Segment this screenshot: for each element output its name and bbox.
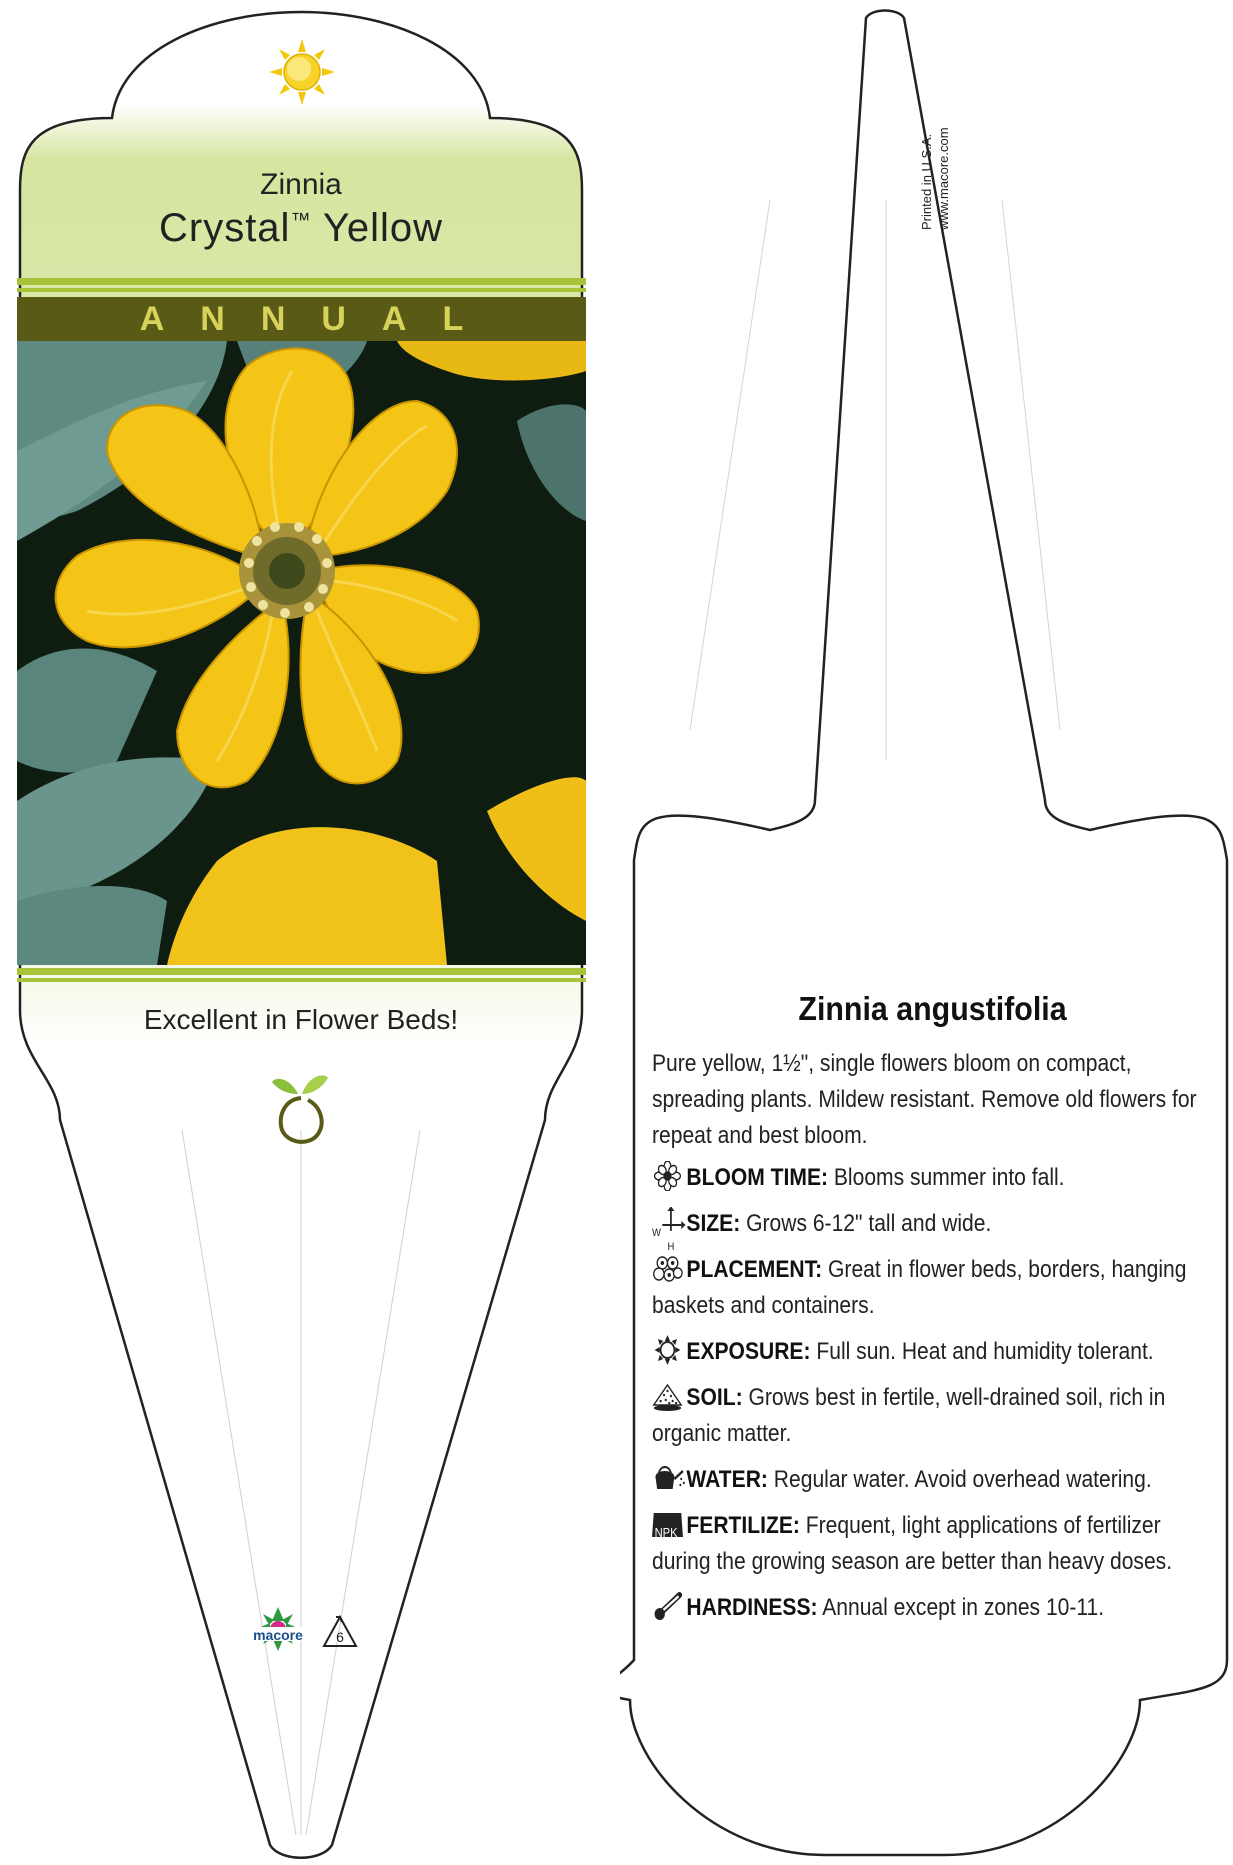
placement-label: PLACEMENT: [686, 1256, 823, 1283]
thermometer-icon [652, 1591, 686, 1621]
variety-name-suffix: Yellow [322, 206, 443, 250]
common-name: Zinnia [260, 168, 342, 201]
care-exposure [652, 1334, 1220, 1370]
variety-name [20, 206, 582, 251]
sun-icon [262, 36, 342, 106]
tagline: Excellent in Flower Beds! [143, 1004, 459, 1035]
printed-in-line1: Printed in U.S.A. [919, 133, 934, 230]
size-label: SIZE: [686, 1210, 741, 1237]
category-label: ANNUAL [139, 299, 500, 338]
top-rule-thin [17, 278, 586, 285]
hardiness-label: HARDINESS: [686, 1594, 818, 1621]
fertilize-text: Frequent, light applications of fertilizer during the growing season are better than heavy doses. [652, 1512, 1173, 1575]
bloom-time-label: BLOOM TIME: [686, 1164, 829, 1191]
hardiness-text: Annual except in zones 10-11. [817, 1594, 1105, 1621]
top-rule-thin-2 [17, 288, 586, 292]
care-hardiness [652, 1590, 1220, 1626]
exposure-label: EXPOSURE: [686, 1338, 811, 1365]
trademark-symbol: ™ [290, 209, 312, 232]
flower-icon [652, 1161, 686, 1191]
bottom-rule-thin [17, 968, 586, 975]
flower-photo-illustration [17, 341, 586, 965]
exposure-text: Full sun. Heat and humidity tolerant. [810, 1338, 1154, 1365]
botanical-name: Zinnia angustifolia [798, 990, 1067, 1027]
care-fertilize [652, 1508, 1220, 1580]
npk-label: NPK [654, 1525, 678, 1540]
recycle-code: 6 [336, 1629, 344, 1645]
water-label: WATER: [686, 1466, 768, 1493]
sun-icon [652, 1335, 686, 1365]
watering-can-icon [652, 1463, 686, 1493]
variety-name-main: Crystal [158, 206, 291, 250]
care-info [652, 1046, 1220, 1636]
water-text: Regular water. Avoid overhead watering. [767, 1466, 1152, 1493]
size-w-letter: W [652, 1227, 661, 1239]
seedling-icon [268, 1068, 334, 1148]
size-h-letter: H [667, 1241, 675, 1253]
care-size [652, 1206, 1220, 1253]
care-bloom-time [652, 1160, 1220, 1196]
brand-name: macore [253, 1627, 303, 1643]
printed-in-note [918, 127, 952, 230]
care-soil [652, 1380, 1220, 1452]
care-water [652, 1462, 1220, 1498]
placement-text: Great in flower beds, borders, hanging baskets and containers. [652, 1256, 1187, 1319]
flower-photo [17, 341, 586, 965]
size-arrows-icon [652, 1207, 686, 1253]
bottom-rule-thin-2 [17, 978, 586, 982]
description: Pure yellow, 1½", single flowers bloom on compact, spreading plants. Mildew resistant. Remove old flowers for repeat and best bloom. [652, 1050, 1197, 1149]
size-text: Grows 6-12" tall and wide. [740, 1210, 992, 1237]
fertilize-label: FERTILIZE: [686, 1512, 800, 1539]
care-placement [652, 1252, 1220, 1324]
soil-pile-icon [652, 1381, 686, 1411]
printed-in-line2: www.macore.com [936, 127, 951, 230]
soil-label: SOIL: [686, 1384, 743, 1411]
soil-text: Grows best in fertile, well-drained soil, rich in organic matter. [652, 1384, 1166, 1447]
category-band [17, 297, 586, 341]
npk-icon [652, 1509, 686, 1539]
bloom-time-text: Blooms summer into fall. [828, 1164, 1065, 1191]
